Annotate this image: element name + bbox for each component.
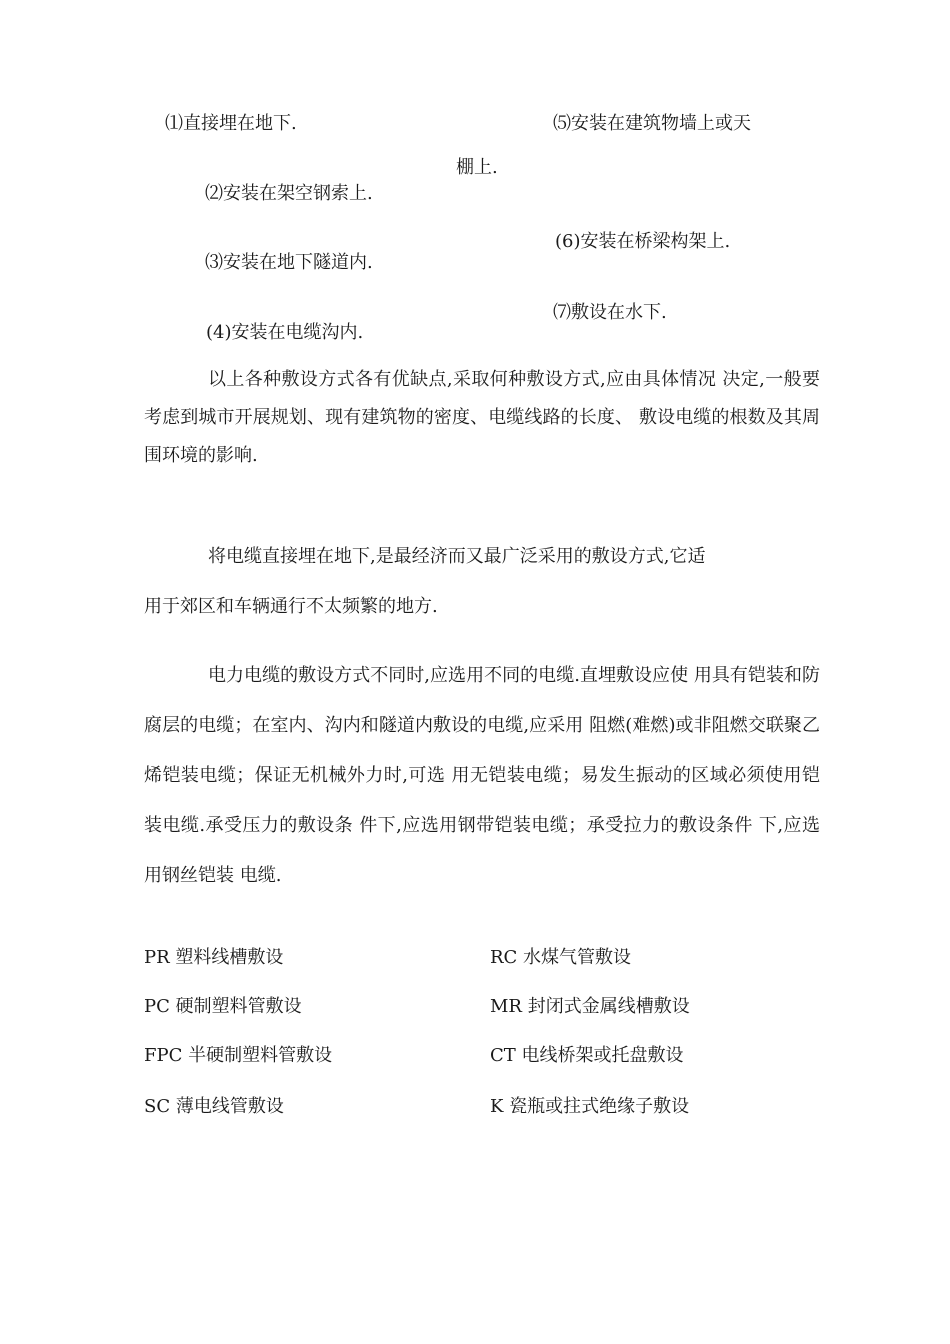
method-item-4: (4)安装在电缆沟内. (206, 322, 364, 343)
paragraph-direct-burial-line2: 用于郊区和车辆通行不太频繁的地方. (144, 596, 438, 617)
method-item-5-continued: 棚上. (456, 157, 498, 178)
paragraph-text: 以上各种敷设方式各有优缺点,采取何种敷设方式,应由具体情况 决定,一般要考虑到城市开展规划、现有建筑物的密度、电缆线路的长度、 敷设电缆的根数及其周围环境的影响. (144, 369, 820, 466)
paragraph-selection-factors (144, 361, 820, 475)
code-item-pr: PR 塑料线槽敷设 (144, 947, 284, 968)
paragraph-cable-selection (144, 651, 820, 901)
code-item-sc: SC 薄电线管敷设 (144, 1096, 284, 1117)
method-item-1: ⑴直接埋在地下. (165, 113, 297, 134)
code-item-mr: MR 封闭式金属线槽敷设 (490, 996, 690, 1017)
code-item-pc: PC 硬制塑料管敷设 (144, 996, 302, 1017)
code-item-rc: RC 水煤气管敷设 (490, 947, 632, 968)
method-item-2: ⑵安装在架空钢索上. (205, 183, 373, 204)
code-item-k: K 瓷瓶或拄式绝缘子敷设 (490, 1096, 690, 1117)
code-item-ct: CT 电线桥架或托盘敷设 (490, 1045, 684, 1066)
method-item-6: (6)安装在桥梁构架上. (555, 231, 731, 252)
method-item-5: ⑸安装在建筑物墙上或天 (553, 113, 751, 134)
paragraph-text: 电力电缆的敷设方式不同时,应选用不同的电缆.直埋敷设应使 用具有铠装和防腐层的电缆；在室内、沟内和隧道内敷设的电缆,应采用 阻燃(难燃)或非阻燃交联聚乙烯铠装电缆；保证无机械外力时,可选 用无铠装电缆；易发生振动的区域必须使用铠装电缆.承受压力的敷设条 件下,应选用钢带铠装电缆；承受拉力的敷设条件 下,应选用钢丝铠装 电缆. (144, 665, 820, 886)
method-item-3: ⑶安装在地下隧道内. (205, 252, 373, 273)
method-item-7: ⑺敷设在水下. (553, 302, 667, 323)
paragraph-direct-burial-line1: 将电缆直接埋在地下,是最经济而又最广泛采用的敷设方式,它适 (208, 546, 706, 567)
code-item-fpc: FPC 半硬制塑料管敷设 (144, 1045, 333, 1066)
